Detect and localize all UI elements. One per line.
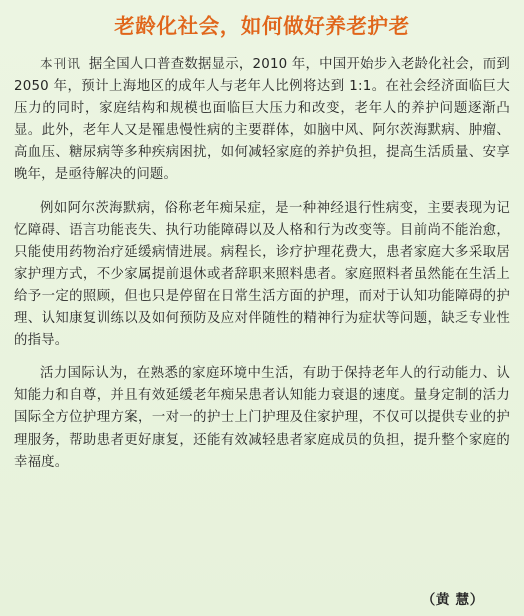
dateline: 本刊讯 [40, 56, 81, 71]
paragraph-text: 据全国人口普查数据显示，2010 年，中国开始步入老龄化社会，而到 2050 年，预计上海地区的成年人与老年人比例将达到 1:1。在社会经济面临巨大压力的同时，家庭结构和规模也面临巨大压力和改变，老年人的养护问题逐渐凸显。此外，老年人又是罹患慢性病的主要群体，如脑中风、阿尔茨海默病、肿瘤、高血压、糖尿病等多种疾病困扰，如何减轻家庭的养护负担，提高生活质量、安享晚年，是亟待解决的问题。 [14, 57, 511, 183]
article-paragraph [14, 53, 510, 187]
author-byline: （黄 慧） [421, 592, 484, 608]
article-paragraph: 例如阿尔茨海默病，俗称老年痴呆症，是一种神经退行性病变，主要表现为记忆障碍、语言功能丧失、执行功能障碍以及人格和行为改变等。目前尚不能治愈，只能使用药物治疗延缓病情进展。病程长，诊疗护理花费大，患者家庭大多采取居家护理方式，不少家属提前退休或者辞职来照料患者。家庭照料者虽然能在生活上给予一定的照顾，但也只是停留在日常生活方面的护理，而对于认知功能障碍的护理、认知康复训练以及如何预防及应对伴随性的精神行为症状等问题，缺乏专业性的指导。 [14, 200, 510, 349]
article-title: 老龄化社会，如何做好养老护老 [114, 14, 410, 38]
article-body [14, 53, 510, 474]
article-paragraph: 活力国际认为，在熟悉的家庭环境中生活，有助于保持老年人的行动能力、认知能力和自尊，并且有效延缓老年痴呆患者认知能力衰退的速度。量身定制的活力国际全方位护理方案，一对一的护士上门护理及住家护理，不仅可以提供专业的护理服务，帮助患者更好康复，还能有效减轻患者家庭成员的负担，提升整个家庭的幸福度。 [14, 366, 510, 470]
